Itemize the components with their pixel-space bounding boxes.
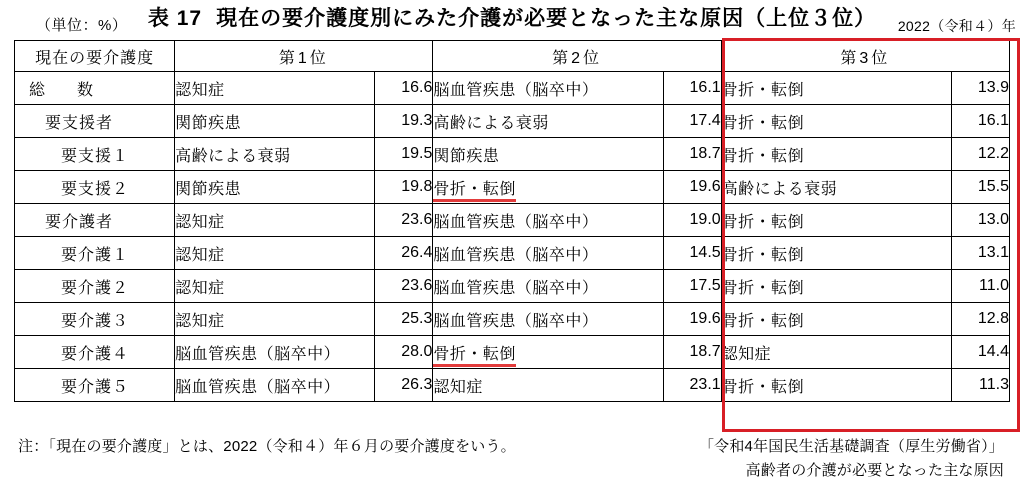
rank3-value: 11.3 xyxy=(951,369,1009,402)
rank1-cause: 認知症 xyxy=(175,303,375,336)
page-title xyxy=(0,2,1024,32)
table-row xyxy=(15,138,1010,171)
rank3-value: 13.9 xyxy=(951,72,1009,105)
row-label-text: 要介護３ xyxy=(61,312,130,330)
row-label xyxy=(15,237,175,270)
rank2-cause xyxy=(433,336,663,369)
row-label-text: 要支援２ xyxy=(61,180,130,198)
rank1-value: 23.6 xyxy=(375,204,433,237)
column-header-rank2: 第2位 xyxy=(433,41,721,72)
rank1-cause: 認知症 xyxy=(175,72,375,105)
table-row xyxy=(15,105,1010,138)
rank1-value: 19.3 xyxy=(375,105,433,138)
row-label xyxy=(15,303,175,336)
table-row xyxy=(15,237,1010,270)
rank1-cause: 認知症 xyxy=(175,204,375,237)
row-label xyxy=(15,336,175,369)
table-row xyxy=(15,204,1010,237)
rank3-cause: 骨折・転倒 xyxy=(721,204,951,237)
rank1-value: 23.6 xyxy=(375,270,433,303)
table-row xyxy=(15,171,1010,204)
row-label-text: 要介護４ xyxy=(61,345,130,363)
rank3-cause: 骨折・転倒 xyxy=(721,237,951,270)
survey-year: 2022（令和４）年 xyxy=(897,18,1016,34)
unit-label: （単位：%） xyxy=(36,17,128,34)
rank3-cause: 高齢による衰弱 xyxy=(721,171,951,204)
row-label-text: 要介護５ xyxy=(61,378,130,396)
row-label xyxy=(15,138,175,171)
rank2-value: 18.7 xyxy=(663,138,721,171)
note-definition: 注：「現在の要介護度」とは、2022（令和４）年６月の要介護度をいう。 xyxy=(18,438,516,455)
table-header-row xyxy=(15,41,1010,72)
row-label xyxy=(15,171,175,204)
rank2-cause: 脳血管疾患（脳卒中） xyxy=(433,204,663,237)
rank2-value: 19.6 xyxy=(663,171,721,204)
title-text: 現在の要介護度別にみた介護が必要となった主な原因（上位３位） xyxy=(216,7,877,30)
rank3-cause: 骨折・転倒 xyxy=(721,270,951,303)
document-header xyxy=(0,0,1024,36)
rank2-value: 23.1 xyxy=(663,369,721,402)
rank3-cause: 骨折・転倒 xyxy=(721,369,951,402)
source-line-1: 「令和4年国民生活基礎調査（厚生労働省）」 xyxy=(698,438,1004,455)
rank3-value: 12.8 xyxy=(951,303,1009,336)
column-header-care-level: 現在の要介護度 xyxy=(15,41,175,72)
row-label-text: 要介護１ xyxy=(61,246,130,264)
rank1-value: 26.3 xyxy=(375,369,433,402)
rank3-cause: 骨折・転倒 xyxy=(721,138,951,171)
table-row xyxy=(15,270,1010,303)
source-line-2: 高齢者の介護が必要となった主な原因 xyxy=(745,462,1004,480)
rank3-value: 13.0 xyxy=(951,204,1009,237)
rank2-cause-text: 骨折・転倒 xyxy=(433,181,516,202)
rank3-value: 14.4 xyxy=(951,336,1009,369)
rank1-cause: 高齢による衰弱 xyxy=(175,138,375,171)
rank3-cause: 認知症 xyxy=(721,336,951,369)
rank1-cause: 脳血管疾患（脳卒中） xyxy=(175,336,375,369)
rank1-value: 26.4 xyxy=(375,237,433,270)
rank3-cause: 骨折・転倒 xyxy=(721,105,951,138)
care-level-cause-table xyxy=(14,40,1010,402)
row-label xyxy=(15,369,175,402)
note-source xyxy=(699,437,1004,482)
rank2-cause: 脳血管疾患（脳卒中） xyxy=(433,270,663,303)
rank2-cause: 脳血管疾患（脳卒中） xyxy=(433,237,663,270)
rank3-value: 16.1 xyxy=(951,105,1009,138)
row-label xyxy=(15,72,175,105)
rank2-cause: 関節疾患 xyxy=(433,138,663,171)
table-row xyxy=(15,303,1010,336)
rank2-cause-text: 骨折・転倒 xyxy=(433,346,516,367)
rank2-value: 18.7 xyxy=(663,336,721,369)
rank1-cause: 認知症 xyxy=(175,237,375,270)
row-label xyxy=(15,204,175,237)
column-header-rank3: 第3位 xyxy=(721,41,1009,72)
rank1-cause: 認知症 xyxy=(175,270,375,303)
row-label-text: 要支援者 xyxy=(45,114,114,132)
rank2-cause: 脳血管疾患（脳卒中） xyxy=(433,303,663,336)
rank2-value: 16.1 xyxy=(663,72,721,105)
table-body xyxy=(15,72,1010,402)
rank1-cause: 脳血管疾患（脳卒中） xyxy=(175,369,375,402)
rank3-cause: 骨折・転倒 xyxy=(721,72,951,105)
rank1-cause: 関節疾患 xyxy=(175,171,375,204)
table-row xyxy=(15,369,1010,402)
rank3-value: 11.0 xyxy=(951,270,1009,303)
rank2-value: 19.0 xyxy=(663,204,721,237)
table-row xyxy=(15,336,1010,369)
rank2-value: 14.5 xyxy=(663,237,721,270)
rank2-cause: 高齢による衰弱 xyxy=(433,105,663,138)
rank1-value: 28.0 xyxy=(375,336,433,369)
row-label xyxy=(15,105,175,138)
rank1-value: 19.5 xyxy=(375,138,433,171)
row-label-text: 要介護２ xyxy=(61,279,130,297)
rank2-cause: 脳血管疾患（脳卒中） xyxy=(433,72,663,105)
row-label-text: 要介護者 xyxy=(45,213,114,231)
rank2-value: 19.6 xyxy=(663,303,721,336)
table-head xyxy=(15,41,1010,72)
table-row xyxy=(15,72,1010,105)
rank1-cause: 関節疾患 xyxy=(175,105,375,138)
row-label xyxy=(15,270,175,303)
rank1-value: 19.8 xyxy=(375,171,433,204)
rank2-cause xyxy=(433,171,663,204)
rank3-value: 12.2 xyxy=(951,138,1009,171)
rank1-value: 25.3 xyxy=(375,303,433,336)
rank2-cause: 認知症 xyxy=(433,369,663,402)
column-header-rank1: 第1位 xyxy=(175,41,433,72)
row-label-text: 要支援１ xyxy=(61,147,130,165)
table-number: 表 17 xyxy=(147,7,203,30)
rank3-cause: 骨折・転倒 xyxy=(721,303,951,336)
row-label-text: 総 数 xyxy=(29,81,102,99)
rank3-value: 13.1 xyxy=(951,237,1009,270)
rank2-value: 17.5 xyxy=(663,270,721,303)
table-container xyxy=(14,40,1010,402)
rank1-value: 16.6 xyxy=(375,72,433,105)
rank3-value: 15.5 xyxy=(951,171,1009,204)
rank2-value: 17.4 xyxy=(663,105,721,138)
